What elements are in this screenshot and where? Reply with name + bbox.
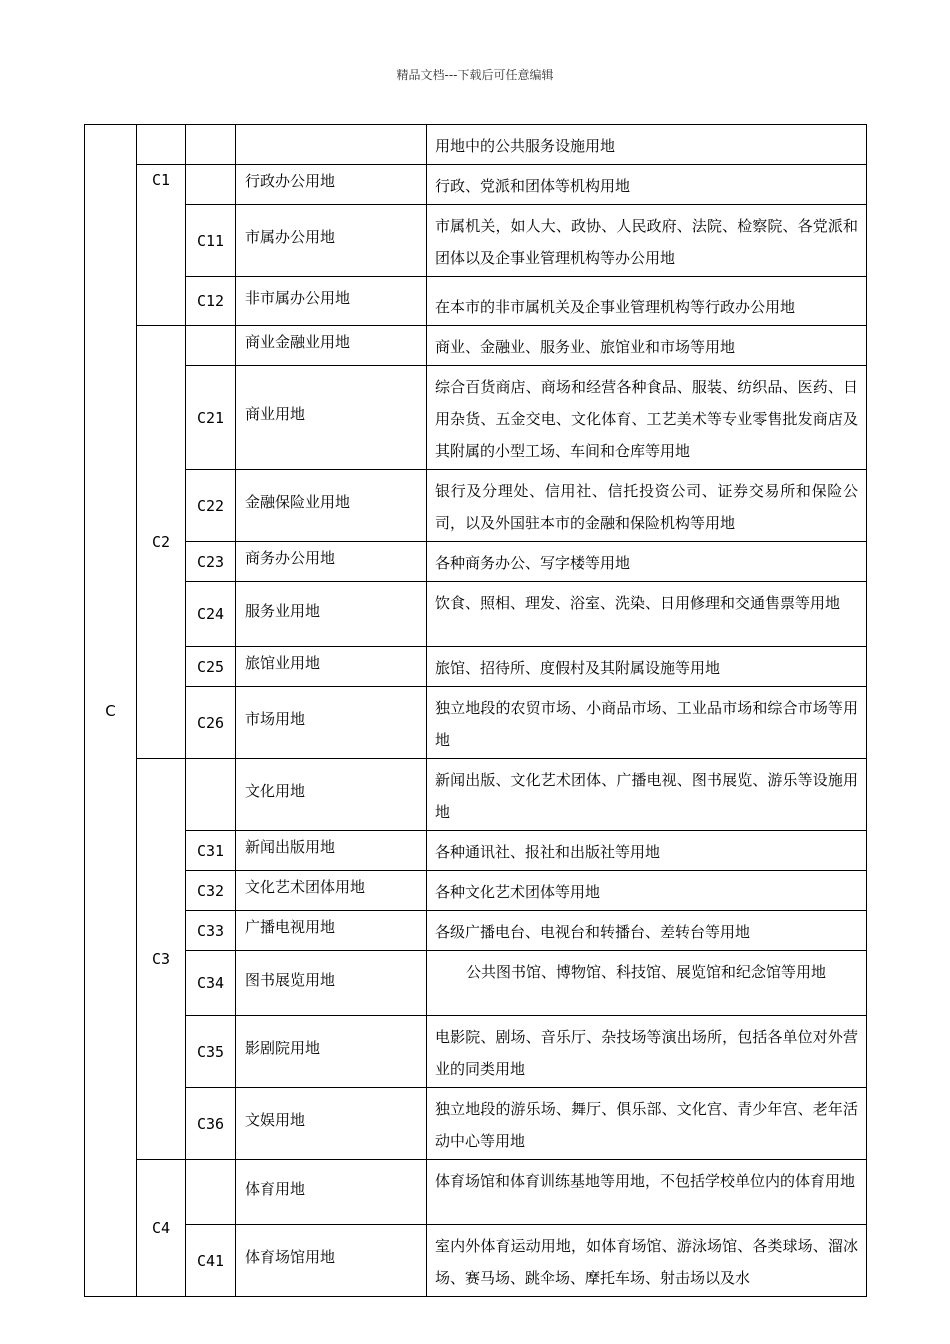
page-header: 精品文档---下载后可任意编辑 [396, 68, 554, 82]
small-category-cell: C41 [186, 1225, 236, 1297]
small-category-cell: C11 [186, 205, 236, 277]
category-name: 金融保险业用地 [245, 493, 351, 511]
category-description: 各种文化艺术团体等用地 [427, 871, 867, 911]
small-category-cell: C32 [186, 871, 236, 911]
category-name-cell [236, 1088, 427, 1160]
category-name: 旅馆业用地 [245, 654, 321, 672]
table-row [85, 759, 867, 831]
category-name: 体育用地 [245, 1179, 306, 1198]
table-row [85, 687, 867, 759]
table-row [85, 1088, 867, 1160]
category-name-cell [236, 470, 427, 542]
category-name-cell [236, 687, 427, 759]
category-name: 市场用地 [245, 710, 306, 728]
category-name: 新闻出版用地 [245, 838, 336, 856]
category-name-cell [236, 911, 427, 951]
category-name-cell [236, 647, 427, 687]
category-description: 综合百货商店、商场和经营各种食品、服装、纺织品、医药、日用杂货、五金交电、文化体育、工艺美术等专业零售批发商店及其附属的小型工场、车间和仓库等用地 [427, 366, 867, 470]
category-description: 电影院、剧场、音乐厅、杂技场等演出场所，包括各单位对外营业的同类用地 [427, 1016, 867, 1088]
category-name: 市属办公用地 [245, 228, 336, 246]
table-row [85, 366, 867, 470]
category-description: 旅馆、招待所、度假村及其附属设施等用地 [427, 647, 867, 687]
small-category-cell: C35 [186, 1016, 236, 1088]
category-name-cell [236, 205, 427, 277]
category-description: 各种通讯社、报社和出版社等用地 [427, 831, 867, 871]
category-description-text: 公共图书馆、博物馆、科技馆、展览馆和纪念馆等用地 [466, 963, 827, 981]
category-name-cell [236, 582, 427, 647]
mid-category-cell: C4 [137, 1160, 186, 1297]
category-description: 体育场馆和体育训练基地等用地，不包括学校单位内的体育用地 [427, 1160, 867, 1225]
category-name-cell [236, 871, 427, 911]
small-category-cell: C26 [186, 687, 236, 759]
small-category-cell [186, 326, 236, 366]
category-name-cell [236, 277, 427, 326]
category-name-cell [236, 1016, 427, 1088]
category-name: 商业用地 [245, 405, 306, 423]
major-category-cell: C [85, 125, 137, 1297]
category-name: 商业金融业用地 [245, 333, 351, 351]
table-row [85, 951, 867, 1016]
table-row [85, 277, 867, 326]
category-description: 新闻出版、文化艺术团体、广播电视、图书展览、游乐等设施用地 [427, 759, 867, 831]
category-name: 广播电视用地 [245, 918, 336, 936]
table-row [85, 470, 867, 542]
table-row [85, 1160, 867, 1225]
small-category-cell: C12 [186, 277, 236, 326]
table-row [85, 1016, 867, 1088]
table-row [85, 542, 867, 582]
category-name-cell [236, 831, 427, 871]
category-name-cell [236, 366, 427, 470]
small-category-cell: C34 [186, 951, 236, 1016]
small-category-cell: C22 [186, 470, 236, 542]
category-name: 影剧院用地 [245, 1039, 321, 1057]
category-name: 体育场馆用地 [245, 1248, 336, 1266]
mid-category-cell: C3 [137, 759, 186, 1160]
category-name: 文娱用地 [245, 1111, 306, 1129]
category-description: 饮食、照相、理发、浴室、洗染、日用修理和交通售票等用地 [427, 582, 867, 647]
table-row [85, 871, 867, 911]
category-description: 独立地段的农贸市场、小商品市场、工业品市场和综合市场等用地 [427, 687, 867, 759]
table-row [85, 582, 867, 647]
category-description: 商业、金融业、服务业、旅馆业和市场等用地 [427, 326, 867, 366]
small-category-cell: C33 [186, 911, 236, 951]
category-description: 银行及分理处、信用社、信托投资公司、证券交易所和保险公司，以及外国驻本市的金融和保险机构等用地 [427, 470, 867, 542]
category-name: 商务办公用地 [245, 549, 336, 567]
table-row [85, 165, 867, 205]
mid-category-cell [137, 125, 186, 165]
category-name-cell [236, 165, 427, 205]
category-name-cell [236, 326, 427, 366]
category-description: 各种商务办公、写字楼等用地 [427, 542, 867, 582]
small-category-cell: C36 [186, 1088, 236, 1160]
category-description [427, 951, 867, 1016]
category-description: 在本市的非市属机关及企事业管理机构等行政办公用地 [427, 277, 867, 326]
category-name: 行政办公用地 [245, 172, 336, 190]
category-description: 行政、党派和团体等机构用地 [427, 165, 867, 205]
table-row [85, 647, 867, 687]
category-description: 独立地段的游乐场、舞厅、俱乐部、文化宫、青少年宫、老年活动中心等用地 [427, 1088, 867, 1160]
table-row [85, 831, 867, 871]
table-row [85, 326, 867, 366]
category-name-cell [236, 542, 427, 582]
category-description: 各级广播电台、电视台和转播台、差转台等用地 [427, 911, 867, 951]
category-description: 市属机关，如人大、政协、人民政府、法院、检察院、各党派和团体以及企事业管理机构等办公用地 [427, 205, 867, 277]
mid-category-cell: C2 [137, 326, 186, 759]
category-name-cell [236, 759, 427, 831]
category-name: 图书展览用地 [245, 970, 336, 989]
table-row [85, 125, 867, 165]
category-name: 文化用地 [245, 782, 306, 800]
category-description: 用地中的公共服务设施用地 [427, 125, 867, 165]
small-category-cell [186, 759, 236, 831]
category-name-cell [236, 1225, 427, 1297]
table-row [85, 1225, 867, 1297]
small-category-cell [186, 125, 236, 165]
land-use-table [84, 124, 867, 1297]
category-name: 文化艺术团体用地 [245, 878, 366, 896]
category-name: 服务业用地 [245, 601, 321, 620]
mid-category-cell: C1 [137, 165, 186, 326]
small-category-cell: C25 [186, 647, 236, 687]
small-category-cell: C24 [186, 582, 236, 647]
small-category-cell: C23 [186, 542, 236, 582]
table-row [85, 911, 867, 951]
small-category-cell: C21 [186, 366, 236, 470]
table-row [85, 205, 867, 277]
small-category-cell: C31 [186, 831, 236, 871]
small-category-cell [186, 165, 236, 205]
category-name-cell [236, 1160, 427, 1225]
category-description: 室内外体育运动用地，如体育场馆、游泳场馆、各类球场、溜冰场、赛马场、跳伞场、摩托车场、射击场以及水 [427, 1225, 867, 1297]
category-name-cell [236, 125, 427, 165]
category-name-cell [236, 951, 427, 1016]
small-category-cell [186, 1160, 236, 1225]
category-name: 非市属办公用地 [245, 288, 351, 307]
